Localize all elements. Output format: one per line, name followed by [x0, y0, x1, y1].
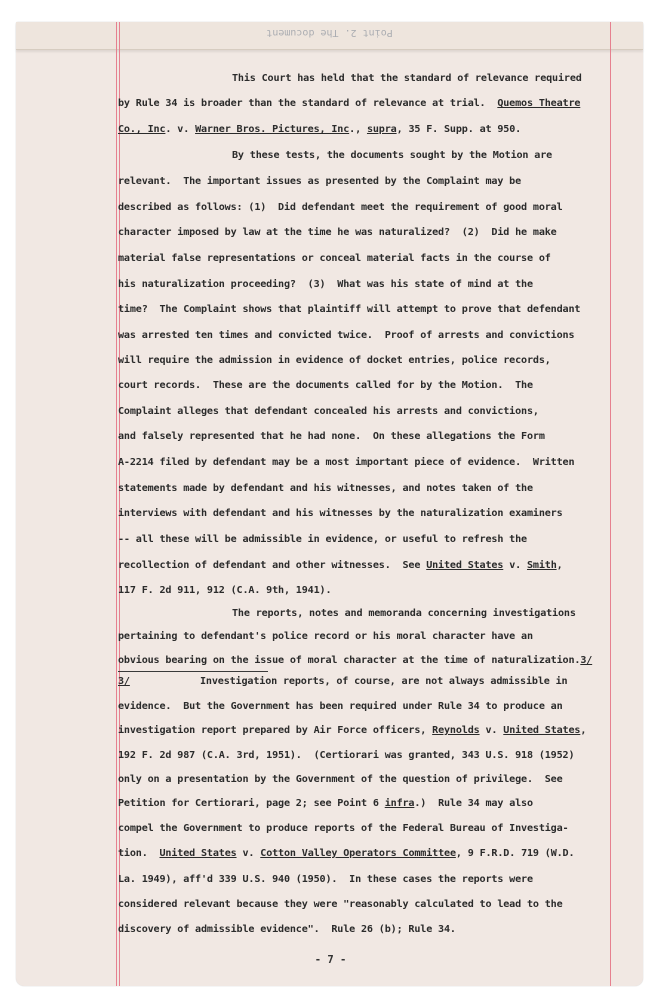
- case-citation: Warner Bros. Pictures, Inc: [195, 124, 350, 135]
- case-citation: Reynolds: [432, 725, 480, 736]
- text-line: The reports, notes and memoranda concerning investigations: [232, 608, 576, 619]
- text-line: [118, 798, 533, 809]
- text-span: obvious bearing on the issue of moral character at the time of naturalization.: [118, 655, 581, 666]
- text-span: .) Rule 34 may also: [414, 798, 533, 809]
- text-line: By these tests, the documents sought by the Motion are: [232, 150, 553, 161]
- text-line: discovery of admissible evidence". Rule 26 (b); Rule 34.: [118, 924, 456, 935]
- text-line: evidence. But the Government has been required under Rule 34 to produce an: [118, 701, 563, 712]
- footnote-marker: 3/: [118, 676, 130, 687]
- text-line: material false representations or conceal material facts in the course of: [118, 253, 551, 264]
- folded-top-edge: [16, 22, 643, 50]
- page-number: - 7 -: [314, 954, 347, 966]
- text-line: court records. These are the documents called for by the Motion. The: [118, 380, 533, 391]
- case-citation: Cotton Valley Operators Committee: [260, 848, 456, 859]
- text-line: Investigation reports, of course, are not always admissible in: [200, 676, 568, 687]
- case-citation: Smith: [526, 560, 557, 571]
- text-line: [118, 676, 130, 687]
- text-line: was arrested ten times and convicted twice. Proof of arrests and convictions: [118, 330, 575, 341]
- text-span: v.: [479, 725, 504, 736]
- text-line: time? The Complaint shows that plaintiff will attempt to prove that defendant: [118, 304, 581, 315]
- text-span: ,: [580, 725, 587, 736]
- text-line: will require the admission in evidence of docket entries, police records,: [118, 355, 551, 366]
- text-line: 192 F. 2d 987 (C.A. 3rd, 1951). (Certiorari was granted, 343 U.S. 918 (1952): [118, 750, 575, 761]
- text-line: [118, 98, 580, 109]
- text-span: investigation report prepared by Air Force officers,: [118, 725, 433, 736]
- text-line: pertaining to defendant's police record or his moral character have an: [118, 631, 533, 642]
- text-line: considered relevant because they were "reasonably calculated to lead to the: [118, 899, 563, 910]
- text-line: La. 1949), aff'd 339 U.S. 940 (1950). In these cases the reports were: [118, 874, 533, 885]
- case-citation: Quemos Theatre: [497, 98, 581, 109]
- text-line: -- all these will be admissible in evidence, or useful to refresh the: [118, 534, 527, 545]
- text-line: described as follows: (1) Did defendant meet the requirement of good moral: [118, 202, 563, 213]
- case-citation: United States: [503, 725, 581, 736]
- case-citation: United States: [426, 560, 504, 571]
- text-span: recollection of defendant and other witnesses. See: [118, 560, 427, 571]
- case-citation: United States: [159, 848, 237, 859]
- text-line: A-2214 filed by defendant may be a most important piece of evidence. Written: [118, 457, 575, 468]
- text-line: This Court has held that the standard of relevance required: [232, 73, 582, 84]
- text-line: statements made by defendant and his witnesses, and notes taken of the: [118, 483, 533, 494]
- text-span: .,: [349, 124, 367, 135]
- footnote-divider: [118, 671, 268, 672]
- text-span: tion.: [118, 848, 160, 859]
- text-line: his naturalization proceeding? (3) What was his state of mind at the: [118, 279, 533, 290]
- text-line: and falsely represented that he had none. On these allegations the Form: [118, 431, 545, 442]
- case-citation: Co., Inc: [118, 124, 166, 135]
- text-line: character imposed by law at the time he was naturalized? (2) Did he make: [118, 227, 557, 238]
- text-span: v.: [236, 848, 261, 859]
- text-span: . v.: [165, 124, 196, 135]
- text-span: ,: [556, 560, 563, 571]
- text-span: by Rule 34 is broader than the standard of relevance at trial.: [118, 98, 498, 109]
- text-span: , 9 F.R.D. 719 (W.D.: [455, 848, 575, 859]
- bleed-through-text: Point 2. The document: [266, 27, 393, 38]
- text-line: relevant. The important issues as presented by the Complaint may be: [118, 176, 522, 187]
- text-line: Complaint alleges that defendant concealed his arrests and convictions,: [118, 406, 539, 417]
- text-line: [118, 560, 563, 571]
- text-line: only on a presentation by the Government of the question of privilege. See: [118, 774, 563, 785]
- emphasis: infra: [384, 798, 415, 809]
- footnote-reference: 3/: [580, 655, 593, 666]
- text-line: [118, 725, 586, 736]
- text-line: [118, 655, 592, 666]
- text-span: Petition for Certiorari, page 2; see Point 6: [118, 798, 385, 809]
- text-line: 117 F. 2d 911, 912 (C.A. 9th, 1941).: [118, 585, 332, 596]
- text-line: [118, 848, 574, 859]
- text-span: v.: [503, 560, 527, 571]
- left-margin-rule-inner: [119, 22, 120, 986]
- text-line: compel the Government to produce reports of the Federal Bureau of Investiga-: [118, 823, 569, 834]
- left-margin-rule: [116, 22, 117, 986]
- right-margin-rule: [610, 22, 611, 986]
- document-page: [16, 22, 643, 986]
- text-line: [118, 124, 521, 135]
- text-line: interviews with defendant and his witnesses by the naturalization examiners: [118, 508, 563, 519]
- case-citation: supra: [366, 124, 397, 135]
- text-span: , 35 F. Supp. at 950.: [396, 124, 522, 135]
